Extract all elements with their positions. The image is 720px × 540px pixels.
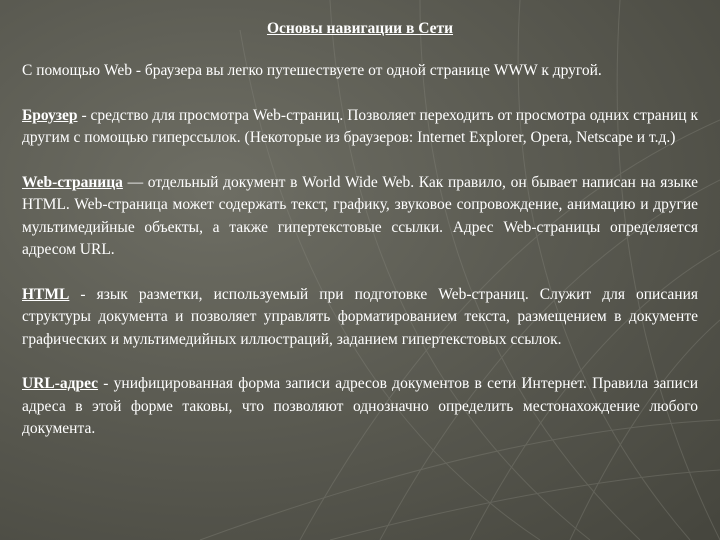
definition-text: — отдельный документ в World Wide Web. Как правило, он бывает написан на языке HTML. Web-страница может содержать текст, графику, звуковое сопровождение, анимацию и другие мультимедийные объекты, а также гипертекстовые ссылки. Адрес Web-страницы определяется адресом URL.: [22, 173, 698, 258]
definition-text: - средство для просмотра Web-страниц. Позволяет переходить от просмотра одних страниц к другим с помощью гиперссылок. (Некоторые из браузеров: Internet Explorer, Opera, Netscape и т.д.): [22, 106, 698, 146]
slide-content: [22, 18, 698, 463]
intro-paragraph: С помощью Web - браузера вы легко путешествуете от одной странице WWW к другой.: [22, 62, 602, 79]
definition-term: HTML: [22, 285, 70, 303]
definition-term: URL-адрес: [22, 375, 99, 392]
definition-term: Броузер: [22, 106, 78, 124]
definition-text: - унифицированная форма записи адресов документов в сети Интернет. Правила записи адреса в этой форме таковы, что позволяют однозначно определить местонахождение любого документа.: [22, 375, 698, 437]
definition-web-page: [22, 172, 698, 262]
definition-html: [22, 284, 698, 352]
definition-url: [22, 373, 698, 441]
page-title: Основы навигации в Сети: [266, 20, 454, 37]
definition-browser: [22, 105, 698, 150]
definition-term: Web-страница: [22, 173, 123, 191]
definition-text: - язык разметки, используемый при подготовке Web-страниц. Служит для описания структуры документа и позволяет управлять форматированием текста, размещением в документе графических и мультимедийных иллюстраций, заданием гипертекстовых ссылок.: [22, 285, 698, 348]
